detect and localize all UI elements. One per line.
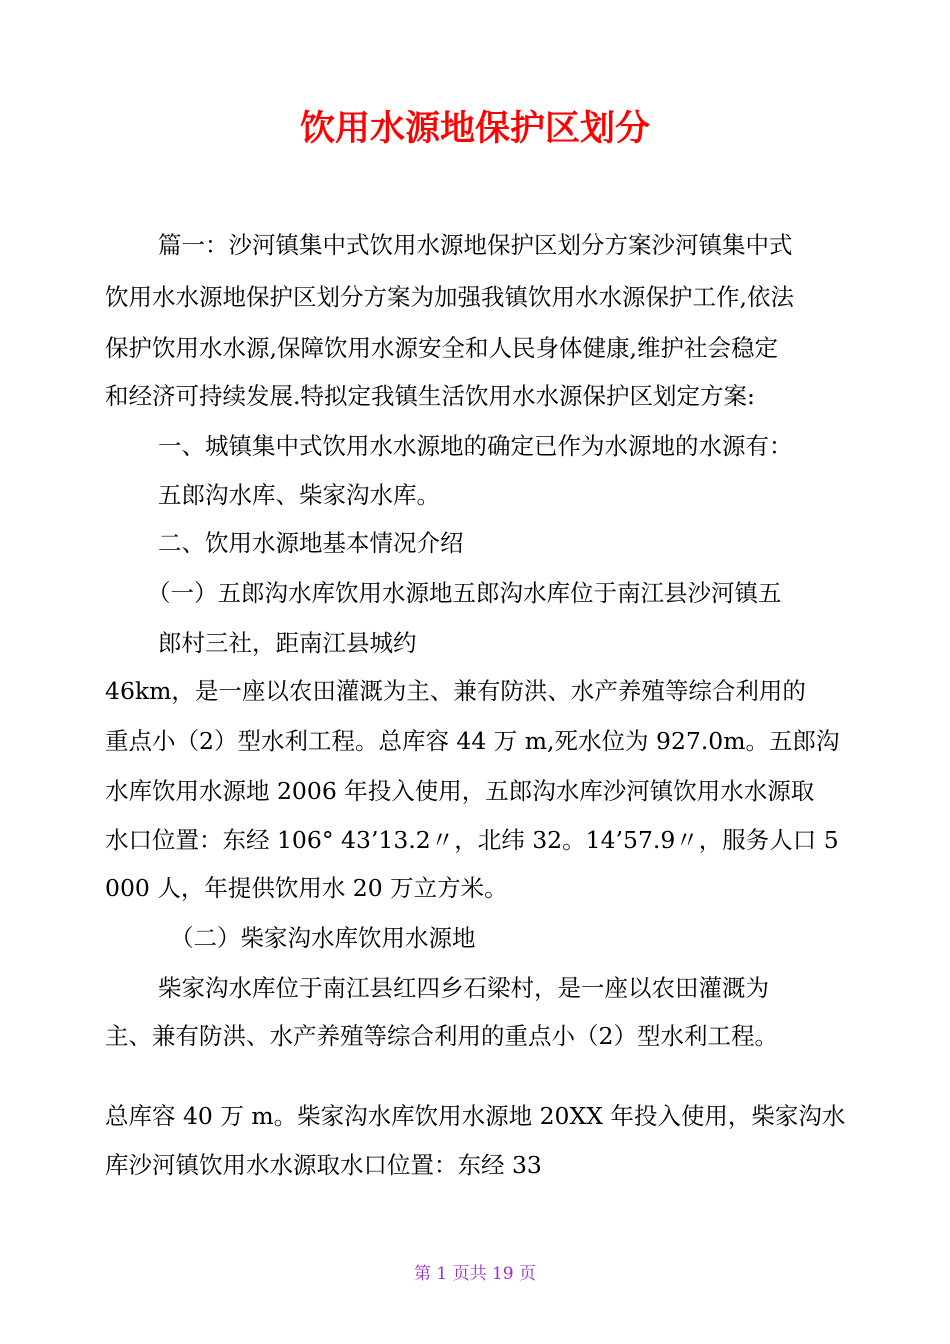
body-line: 篇一：沙河镇集中式饮用水源地保护区划分方案沙河镇集中式 [158, 231, 793, 259]
body-line: 水库饮用水源地 2006 年投入使用，五郎沟水库沙河镇饮用水水源取 [105, 777, 815, 805]
body-line: 水口位置：东经 106° 43’13.2〃，北纬 32。14’57.9〃，服务人口 5 [105, 826, 839, 854]
body-line: 柴家沟水库位于南江县红四乡石梁村，是一座以农田灌溉为 [158, 974, 769, 1002]
body-line: 二、饮用水源地基本情况介绍 [158, 529, 464, 557]
body-line: 郎村三社，距南江县城约 [158, 629, 417, 657]
body-line: （一）五郎沟水库饮用水源地五郎沟水库位于南江县沙河镇五 [147, 579, 782, 607]
body-line: 和经济可持续发展.特拟定我镇生活饮用水水源保护区划定方案: [105, 382, 755, 410]
body-line: 库沙河镇饮用水水源取水口位置：东经 33 [105, 1151, 542, 1179]
body-line: 000 人，年提供饮用水 20 万立方米。 [105, 874, 508, 902]
document-title: 饮用水源地保护区划分 [299, 109, 650, 149]
body-line: 五郎沟水库、柴家沟水库。 [158, 481, 440, 509]
body-line: 总库容 40 万 m。柴家沟水库饮用水源地 20XX 年投入使用，柴家沟水 [105, 1102, 846, 1130]
body-line: 一、城镇集中式饮用水水源地的确定已作为水源地的水源有： [158, 432, 793, 460]
page-number-footer: 第 1 页共 19 页 [413, 1264, 537, 1284]
body-line: 饮用水水源地保护区划分方案为加强我镇饮用水水源保护工作,依法 [105, 283, 794, 311]
body-line: 主、兼有防洪、水产养殖等综合利用的重点小（2）型水利工程。 [105, 1022, 778, 1050]
body-line: （二）柴家沟水库饮用水源地 [170, 924, 476, 952]
body-line: 重点小（2）型水利工程。总库容 44 万 m,死水位为 927.0m。五郎沟 [105, 727, 840, 755]
body-line: 46km，是一座以农田灌溉为主、兼有防洪、水产养殖等综合利用的 [105, 677, 806, 705]
body-line: 保护饮用水水源,保障饮用水源安全和人民身体健康,维护社会稳定 [105, 334, 778, 362]
